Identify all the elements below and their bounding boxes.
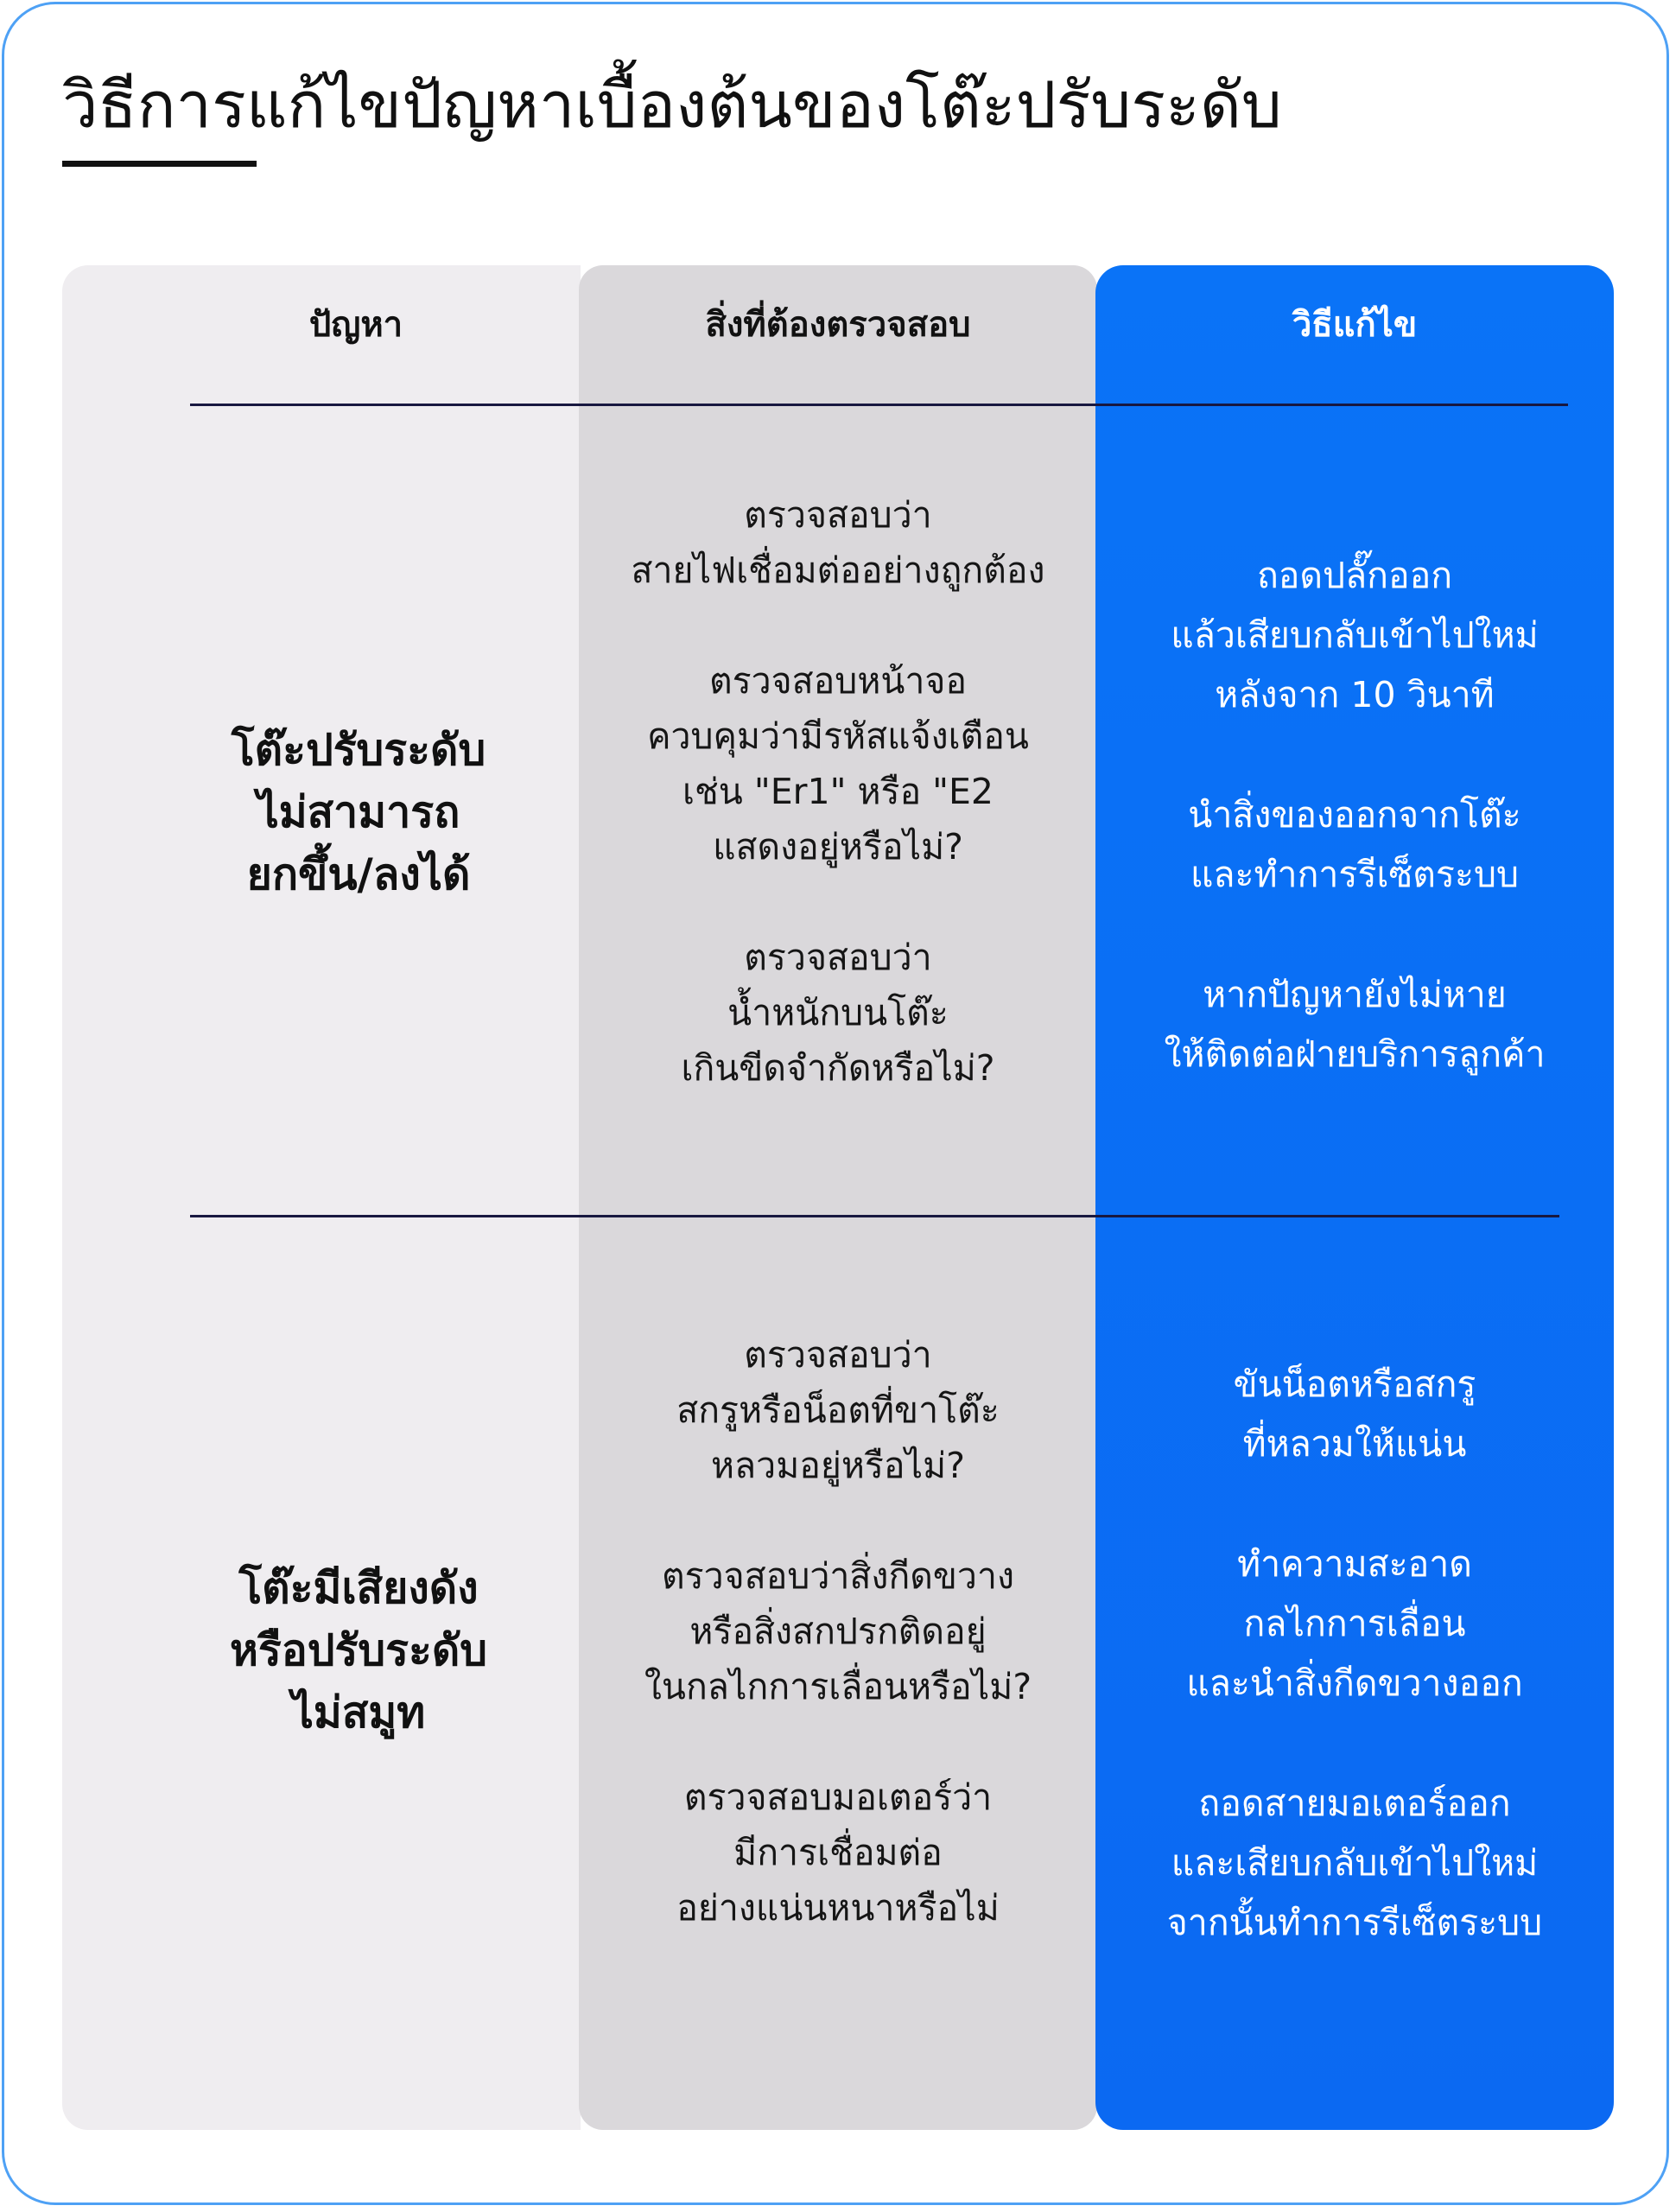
spacer bbox=[1095, 725, 1614, 785]
row2-checks bbox=[579, 1327, 1097, 1936]
text-line: ให้ติดต่อฝ่ายบริการลูกค้า bbox=[1164, 1033, 1546, 1075]
text-line: ตรวจสอบมอเตอร์ว่า bbox=[683, 1777, 993, 1818]
text-line: สายไฟเชื่อมต่ออย่างถูกต้อง bbox=[631, 550, 1045, 591]
text-line: ยกขึ้น/ลงได้ bbox=[246, 849, 471, 899]
text-line: โต๊ะปรับระดับ bbox=[231, 725, 486, 775]
text-line: ไม่สมูท bbox=[291, 1688, 426, 1738]
header-divider bbox=[190, 404, 1568, 406]
text-line: กลไกการเลื่อน bbox=[1243, 1603, 1466, 1644]
spacer bbox=[579, 598, 1097, 653]
spacer bbox=[579, 1493, 1097, 1548]
text-line: หลังจาก 10 วินาที bbox=[1215, 674, 1495, 715]
text-line: ถอดปลั๊กออก bbox=[1256, 555, 1453, 596]
text-line: หรือสิ่งสกปรกติดอยู่ bbox=[689, 1611, 987, 1652]
header-check: สิ่งที่ต้องตรวจสอบ bbox=[705, 305, 971, 345]
header-problem: ปัญหา bbox=[308, 305, 403, 345]
text-line: ตรวจสอบว่า bbox=[744, 937, 932, 978]
spacer bbox=[579, 874, 1097, 930]
text-line: หรือปรับระดับ bbox=[229, 1625, 488, 1675]
text-line: ตรวจสอบว่า bbox=[744, 494, 932, 536]
text-line: และเสียบกลับเข้าไปใหม่ bbox=[1171, 1842, 1539, 1884]
row2-problem bbox=[99, 1557, 618, 1744]
text-line: หลวมอยู่หรือไม่? bbox=[711, 1445, 965, 1486]
text-line: แสดงอยู่หรือไม่? bbox=[713, 826, 963, 868]
spacer bbox=[579, 1714, 1097, 1770]
text-line: ทำความสะอาด bbox=[1237, 1543, 1472, 1585]
text-line: เกินขีดจำกัดหรือไม่? bbox=[681, 1047, 995, 1089]
row1-problem bbox=[99, 719, 618, 906]
text-line: ขันน็อตหรือสกรู bbox=[1233, 1363, 1476, 1405]
spacer bbox=[1095, 905, 1614, 965]
text-line: มีการเชื่อมต่อ bbox=[733, 1832, 943, 1873]
title-underline bbox=[62, 161, 257, 167]
text-line: แล้วเสียบกลับเข้าไปใหม่ bbox=[1171, 614, 1539, 656]
spacer bbox=[1095, 1474, 1614, 1535]
text-line: และนำสิ่งกีดขวางออก bbox=[1186, 1662, 1523, 1704]
row1-fixes bbox=[1095, 546, 1614, 1084]
text-line: ที่หลวมให้แน่น bbox=[1242, 1423, 1467, 1465]
text-line: ควบคุมว่ามีรหัสแจ้งเตือน bbox=[647, 715, 1029, 757]
spacer bbox=[1095, 1713, 1614, 1774]
page-title: วิธีการแก้ไขปัญหาเบื้องต้นของโต๊ะปรับระดับ bbox=[62, 68, 1282, 143]
text-line: ไม่สามารถ bbox=[257, 787, 460, 837]
row-divider bbox=[190, 1215, 1559, 1217]
text-line: อย่างแน่นหนาหรือไม่ bbox=[676, 1887, 1000, 1929]
problem-column bbox=[62, 265, 581, 2130]
text-line: น้ำหนักบนโต๊ะ bbox=[727, 992, 949, 1033]
row2-fixes bbox=[1095, 1355, 1614, 1953]
text-line: ตรวจสอบหน้าจอ bbox=[708, 660, 968, 702]
text-line: ตรวจสอบว่าสิ่งกีดขวาง bbox=[662, 1555, 1014, 1597]
text-line: สกรูหรือน็อตที่ขาโต๊ะ bbox=[676, 1389, 1000, 1431]
text-line: เช่น "Er1" หรือ "E2 bbox=[682, 771, 994, 812]
text-line: หากปัญหายังไม่หาย bbox=[1203, 974, 1507, 1015]
row1-checks bbox=[579, 487, 1097, 1096]
text-line: ถอดสายมอเตอร์ออก bbox=[1198, 1783, 1511, 1824]
text-line: จากนั้นทำการรีเซ็ตระบบ bbox=[1166, 1902, 1543, 1943]
text-line: นำสิ่งของออกจากโต๊ะ bbox=[1188, 794, 1521, 836]
text-line: และทำการรีเซ็ตระบบ bbox=[1190, 854, 1520, 895]
text-line: ในกลไกการเลื่อนหรือไม่? bbox=[644, 1666, 1032, 1707]
text-line: ตรวจสอบว่า bbox=[744, 1334, 932, 1376]
text-line: โต๊ะมีเสียงดัง bbox=[238, 1563, 479, 1613]
header-solution: วิธีแก้ไข bbox=[1292, 305, 1418, 345]
